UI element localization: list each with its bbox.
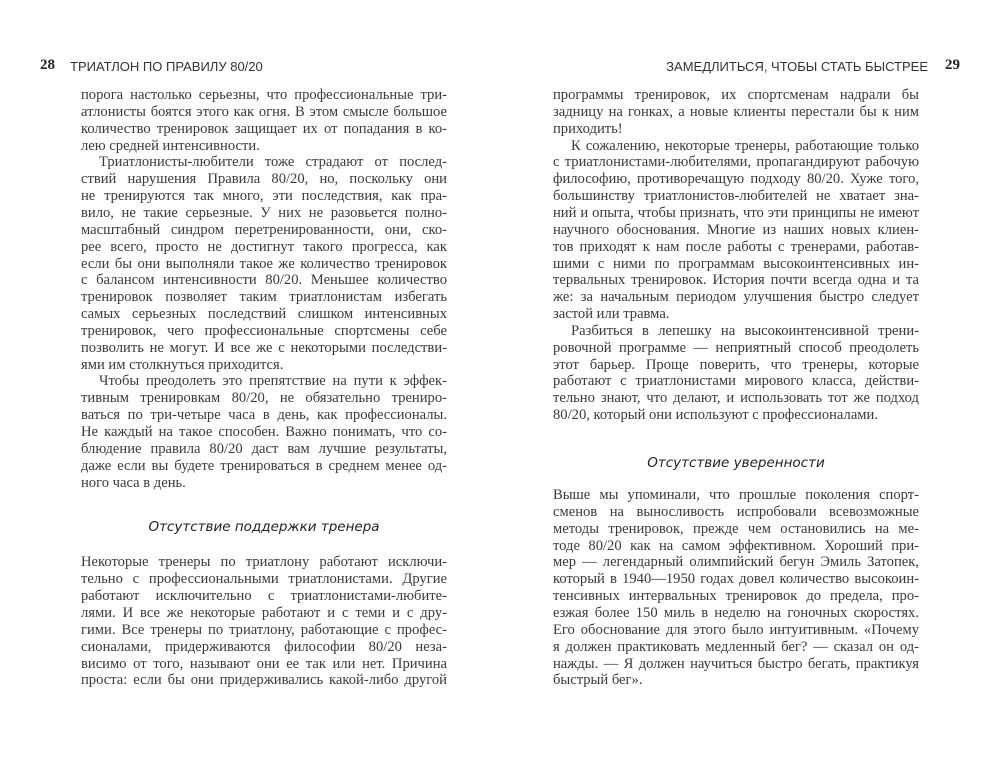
text-line: если бы они выполняли такое же количество тренировок: [81, 255, 447, 272]
text-line: тоде 80/20 как на самом эффективном. Хороший при-: [553, 537, 919, 554]
text-line: Чтобы преодолеть это препятствие на пути к эффек-: [99, 373, 447, 390]
text-line: с триатлонистами-любителями, пропагандируют рабочую: [553, 154, 919, 171]
text-line: Некоторые тренеры по триатлону работают исключи-: [81, 554, 447, 571]
text-line: езжая более 150 миль в неделю на гоночных скоростях.: [553, 604, 919, 621]
text-line: тенсивных интервальных тренировок до предела, про-: [553, 588, 919, 605]
text-line: задницу на гонках, а новые клиенты перестали бы к ним: [553, 103, 919, 120]
text-line: ровочной программе — неприятный способ преодолеть: [553, 339, 919, 356]
text-line: Триатлонисты-любители тоже страдают от послед-: [99, 154, 447, 171]
text-line: тельно знают, что делают, и использовать тот же подход: [553, 390, 919, 407]
text-line: я должен практиковать медленный бег? — сказал он од-: [553, 638, 919, 655]
text-line: вило, не такие серьезные. У них не разовьется полно-: [81, 204, 447, 221]
text-line: научного обоснования. Многие из наших новых клиен-: [553, 221, 919, 238]
text-line: ного часа в день.: [81, 474, 186, 491]
text-line: тивным тренировкам 80/20, не обязательно трениро-: [81, 390, 447, 407]
text-line: рее всего, просто не достигнут такого прогресса, как: [81, 238, 447, 255]
text-line: с балансом интенсивности 80/20. Меньшее количество: [81, 272, 447, 289]
right-page: [500, 0, 1000, 776]
text-line: ями им столкнуться приходится.: [81, 356, 284, 373]
text-line: самых серьезных последствий слишком интенсивных: [81, 306, 447, 323]
text-line: тельно с профессиональными триатлонистами. Другие: [81, 571, 447, 588]
text-line: ний и опыта, чтобы признать, что эти принципы не имеют: [553, 204, 919, 221]
text-line: застой или травма.: [553, 306, 670, 323]
text-line: тов приходят к нам после работы с тренерами, работав-: [553, 238, 919, 255]
section-heading: Отсутствие поддержки тренера: [148, 519, 380, 536]
text-line: методы тренировок, прежде чем остановились на ме-: [553, 520, 919, 537]
text-line: тренировок позволяет таким триатлонистам избегать: [81, 289, 447, 306]
text-line: философию, противоречащую подходу 80/20. Хуже того,: [553, 171, 919, 188]
page-number: 28: [40, 57, 55, 73]
text-line: этот барьер. Проще поверить, что тренеры, которые: [553, 356, 919, 373]
text-line: позволить не могут. И все же с некоторыми последстви-: [81, 339, 447, 356]
text-line: сионалами, придерживаются философии 80/20 неза-: [81, 638, 447, 655]
text-line: висимо от того, называют они ее так или нет. Причина: [81, 655, 447, 672]
text-line: работают с триатлонистами мирового класса, действи-: [553, 373, 919, 390]
text-line: нажды. — Я должен научиться быстро бегать, практикуя: [553, 655, 919, 672]
text-line: мер — легендарный олимпийский бегун Эмиль Затопек,: [553, 554, 919, 571]
text-line: не тренируются так много, эти последствия, как пра-: [81, 188, 447, 205]
text-line: К сожалению, некоторые тренеры, работающие только: [571, 137, 919, 154]
text-line: работают исключительно с триатлонистами-любите-: [81, 588, 447, 605]
text-line: лею средней интенсивности.: [81, 137, 260, 154]
text-line: Выше мы упоминали, что прошлые поколения спорт-: [553, 487, 919, 503]
text-line: Разбиться в лепешку на высокоинтенсивной трени-: [571, 322, 919, 339]
text-line: большинству триатлонистов-любителей не хватает зна-: [553, 188, 919, 205]
text-line: количество тренировок защищает их от попадания в ко-: [81, 120, 447, 137]
text-line: ствий нарушения Правила 80/20, но, поскольку они: [81, 171, 447, 188]
text-line: Его обоснование для этого было интуитивным. «Почему: [553, 621, 919, 638]
text-line: даже если вы будете тренироваться в среднем менее од-: [81, 457, 447, 474]
text-line: порога настолько серьезны, что профессиональные три-: [81, 87, 447, 103]
text-line: же: за начальным периодом улучшения быстро следует: [553, 289, 919, 306]
page-number: 29: [945, 57, 960, 73]
running-head: ЗАМЕДЛИТЬСЯ, ЧТОБЫ СТАТЬ БЫСТРЕЕ: [666, 59, 928, 74]
text-line: который в 1940—1950 годах довел количество высокоин-: [553, 571, 919, 588]
text-line: быстрый бег».: [553, 672, 643, 689]
text-line: приходить!: [553, 120, 623, 137]
text-line: сменов на выносливость испробовали всевозможные: [553, 503, 919, 520]
text-line: шими с ними по программам высокоинтенсивных ин-: [553, 255, 919, 272]
text-line: ваться по три-четыре часа в день, как профессионалы.: [81, 407, 447, 424]
text-line: масштабный синдром перетренированности, они, ско-: [81, 221, 447, 238]
text-line: программы тренировок, их спортсменам надрали бы: [553, 87, 919, 103]
text-line: тервальных тренировок. История почти всегда одна и та: [553, 272, 919, 289]
running-head: ТРИАТЛОН ПО ПРАВИЛУ 80/20: [70, 59, 263, 74]
text-line: блюдение правила 80/20 даст вам лучшие результаты,: [81, 440, 447, 457]
text-line: атлонисты боятся этого как огня. В этом смысле большое: [81, 103, 447, 120]
text-line: тренировок, чего профессиональные спортсмены себе: [81, 322, 447, 339]
text-line: лями. И все же некоторые работают и с теми и с дру-: [81, 604, 447, 621]
text-line: гими. Все тренеры по триатлону, работающие с профес-: [81, 621, 447, 638]
text-line: проста: если бы они придерживались какой-либо другой: [81, 672, 447, 689]
text-line: Не каждый на такое способен. Важно понимать, что со-: [81, 424, 447, 440]
section-heading: Отсутствие уверенности: [647, 455, 825, 471]
text-line: 80/20, который они используют с профессионалами.: [553, 407, 878, 424]
